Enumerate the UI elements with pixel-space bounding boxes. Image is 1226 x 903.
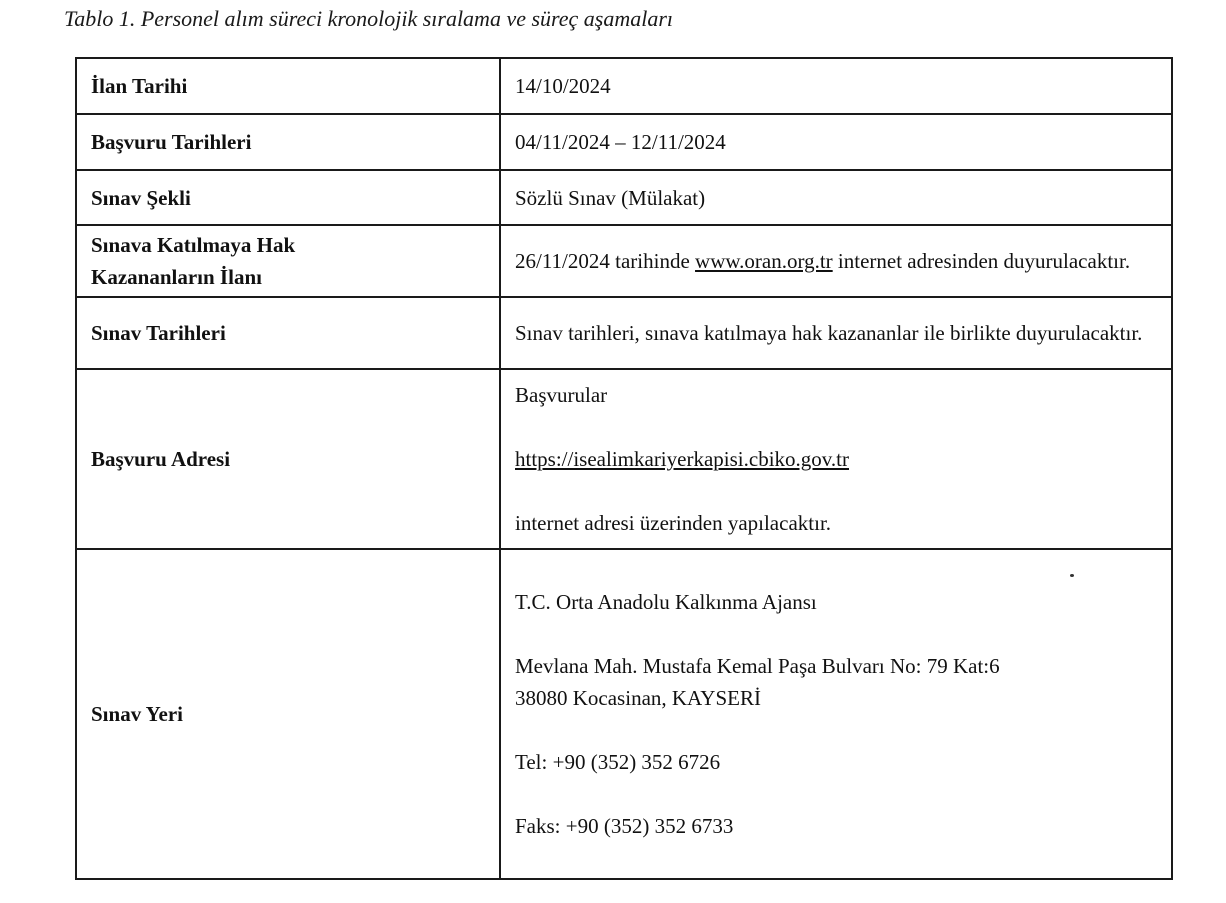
address-line: 38080 Kocasinan, KAYSERİ [515, 686, 761, 710]
recruitment-schedule-table [75, 57, 1173, 880]
organization-name: T.C. Orta Anadolu Kalkınma Ajansı [515, 590, 817, 614]
row-label [76, 225, 500, 297]
row-label: Sınav Yeri [76, 549, 500, 879]
row-label: Başvuru Adresi [76, 369, 500, 549]
table-row-qualified-announcement [76, 225, 1172, 297]
oran-website-link[interactable]: www.oran.org.tr [695, 249, 833, 273]
spacer [515, 411, 1159, 443]
row-value [500, 225, 1172, 297]
table-row-announcement-date [76, 58, 1172, 114]
table-row-exam-dates [76, 297, 1172, 369]
scan-speck [1070, 574, 1074, 577]
value-text: internet adresinden duyurulacaktır. [832, 249, 1131, 273]
row-value: 14/10/2024 [500, 58, 1172, 114]
row-label: İlan Tarihi [76, 58, 500, 114]
row-value: Sözlü Sınav (Mülakat) [500, 170, 1172, 225]
row-label: Sınav Şekli [76, 170, 500, 225]
table-row-exam-type [76, 170, 1172, 225]
spacer [515, 778, 1159, 810]
spacer [515, 618, 1159, 650]
table-row-application-dates [76, 114, 1172, 170]
value-line: Başvurular [515, 383, 608, 407]
spacer [515, 714, 1159, 746]
row-value: 04/11/2024 – 12/11/2024 [500, 114, 1172, 170]
row-label-line: Sınava Katılmaya Hak [91, 233, 296, 257]
row-label-line: Kazananların İlanı [91, 265, 262, 289]
table-row-application-address [76, 369, 1172, 549]
application-portal-link[interactable]: https://isealimkariyerkapisi.cbiko.gov.tr [515, 447, 849, 471]
phone-number: Tel: +90 (352) 352 6726 [515, 750, 721, 774]
table-row-exam-location [76, 549, 1172, 879]
row-value [500, 549, 1172, 879]
address-line: Mevlana Mah. Mustafa Kemal Paşa Bulvarı No: 79 Kat:6 [515, 654, 1000, 678]
fax-number: Faks: +90 (352) 352 6733 [515, 814, 734, 838]
row-value: Sınav tarihleri, sınava katılmaya hak kazananlar ile birlikte duyurulacaktır. [500, 297, 1172, 369]
row-label: Başvuru Tarihleri [76, 114, 500, 170]
table-caption: Tablo 1. Personel alım süreci kronolojik sıralama ve süreç aşamaları [64, 6, 674, 31]
value-text: 26/11/2024 tarihinde [515, 249, 696, 273]
row-label: Sınav Tarihleri [76, 297, 500, 369]
spacer [515, 475, 1159, 507]
row-value [500, 369, 1172, 549]
value-line: internet adresi üzerinden yapılacaktır. [515, 511, 832, 535]
